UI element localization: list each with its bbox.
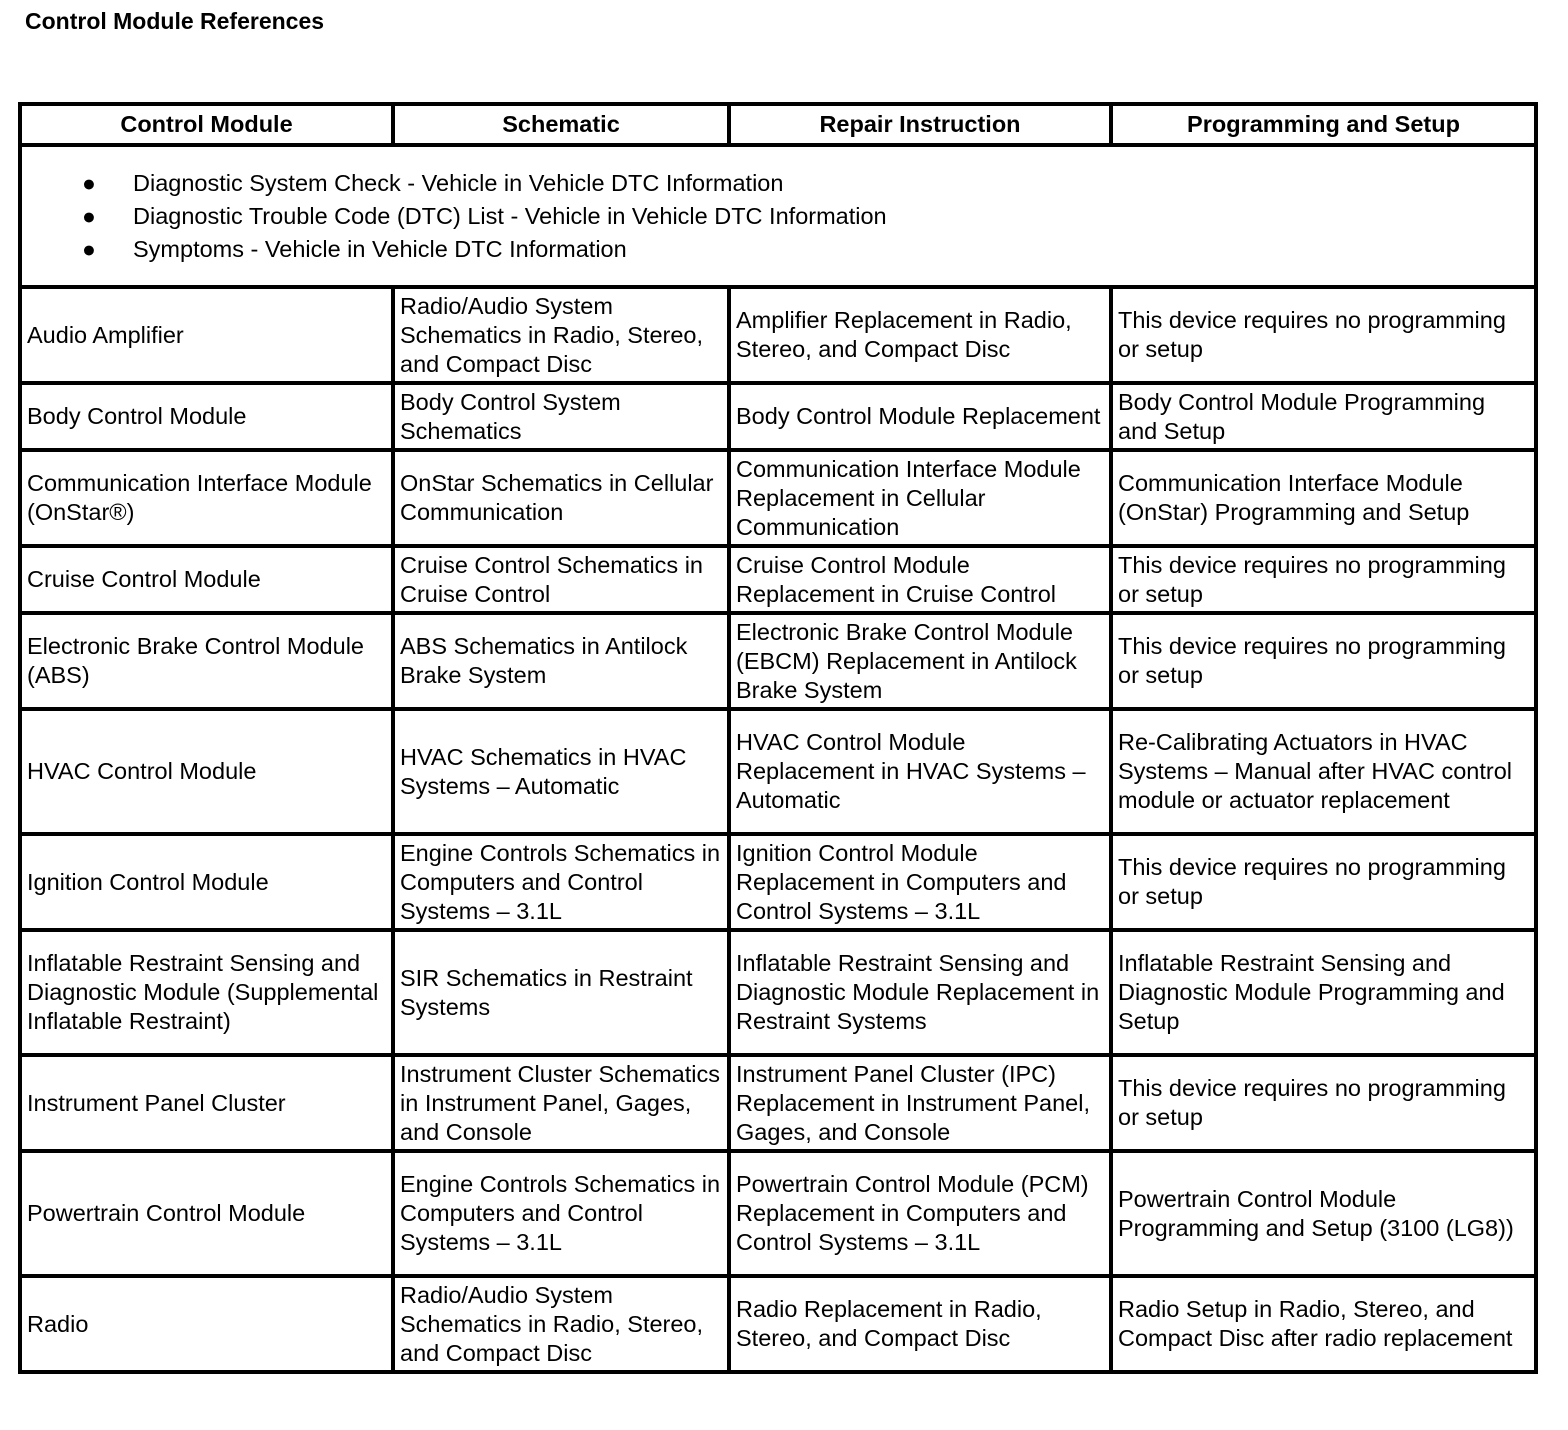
table-row	[20, 383, 1536, 450]
module-cell: Inflatable Restraint Sensing and Diagnostic Module (Supplemental Inflatable Restraint)	[20, 930, 393, 1055]
schematic-cell: Engine Controls Schematics in Computers and Control Systems – 3.1L	[393, 834, 729, 930]
repair-cell: Ignition Control Module Replacement in Computers and Control Systems – 3.1L	[729, 834, 1111, 930]
info-cell	[20, 145, 1536, 287]
column-header-repair-instruction: Repair Instruction	[729, 104, 1111, 145]
info-item-text: Diagnostic Trouble Code (DTC) List - Vehicle in Vehicle DTC Information	[133, 202, 887, 229]
programming-cell: This device requires no programming or setup	[1111, 613, 1536, 709]
info-item-text: Symptoms - Vehicle in Vehicle DTC Information	[133, 235, 627, 262]
schematic-cell: HVAC Schematics in HVAC Systems – Automatic	[393, 709, 729, 834]
repair-cell: Body Control Module Replacement	[729, 383, 1111, 450]
schematic-cell: Instrument Cluster Schematics in Instrument Panel, Gages, and Console	[393, 1055, 729, 1151]
module-cell: Electronic Brake Control Module (ABS)	[20, 613, 393, 709]
list-item	[27, 233, 1529, 266]
page-title: Control Module References	[25, 8, 325, 34]
schematic-cell: SIR Schematics in Restraint Systems	[393, 930, 729, 1055]
list-item	[27, 200, 1529, 233]
table-row	[20, 709, 1536, 834]
module-cell: Powertrain Control Module	[20, 1151, 393, 1276]
module-cell: Ignition Control Module	[20, 834, 393, 930]
repair-cell: Instrument Panel Cluster (IPC) Replacement in Instrument Panel, Gages, and Console	[729, 1055, 1111, 1151]
table-row	[20, 546, 1536, 613]
table-header-row	[20, 104, 1536, 145]
table-row	[20, 613, 1536, 709]
repair-cell: Radio Replacement in Radio, Stereo, and Compact Disc	[729, 1276, 1111, 1372]
column-header-programming-setup: Programming and Setup	[1111, 104, 1536, 145]
programming-cell: This device requires no programming or setup	[1111, 546, 1536, 613]
programming-cell: Inflatable Restraint Sensing and Diagnostic Module Programming and Setup	[1111, 930, 1536, 1055]
repair-cell: Cruise Control Module Replacement in Cruise Control	[729, 546, 1111, 613]
programming-cell: Radio Setup in Radio, Stereo, and Compact Disc after radio replacement	[1111, 1276, 1536, 1372]
programming-cell: This device requires no programming or setup	[1111, 287, 1536, 383]
repair-cell: HVAC Control Module Replacement in HVAC Systems – Automatic	[729, 709, 1111, 834]
table-row	[20, 930, 1536, 1055]
programming-cell: Re-Calibrating Actuators in HVAC Systems – Manual after HVAC control module or actuator replacement	[1111, 709, 1536, 834]
repair-cell: Amplifier Replacement in Radio, Stereo, and Compact Disc	[729, 287, 1111, 383]
programming-cell: Powertrain Control Module Programming and Setup (3100 (LG8))	[1111, 1151, 1536, 1276]
table-row	[20, 1276, 1536, 1372]
repair-cell: Powertrain Control Module (PCM) Replacement in Computers and Control Systems – 3.1L	[729, 1151, 1111, 1276]
bullet-icon: ●	[82, 169, 96, 196]
repair-cell: Inflatable Restraint Sensing and Diagnostic Module Replacement in Restraint Systems	[729, 930, 1111, 1055]
module-cell: HVAC Control Module	[20, 709, 393, 834]
repair-cell: Electronic Brake Control Module (EBCM) Replacement in Antilock Brake System	[729, 613, 1111, 709]
module-cell: Communication Interface Module (OnStar®)	[20, 450, 393, 546]
programming-cell: This device requires no programming or setup	[1111, 834, 1536, 930]
repair-cell: Communication Interface Module Replacement in Cellular Communication	[729, 450, 1111, 546]
list-item	[27, 167, 1529, 200]
table-row	[20, 1055, 1536, 1151]
schematic-cell: Body Control System Schematics	[393, 383, 729, 450]
table-row	[20, 1151, 1536, 1276]
control-module-table	[18, 102, 1538, 1374]
schematic-cell: Radio/Audio System Schematics in Radio, Stereo, and Compact Disc	[393, 287, 729, 383]
info-item-text: Diagnostic System Check - Vehicle in Vehicle DTC Information	[133, 169, 784, 196]
programming-cell: Body Control Module Programming and Setup	[1111, 383, 1536, 450]
schematic-cell: ABS Schematics in Antilock Brake System	[393, 613, 729, 709]
bullet-icon: ●	[82, 202, 96, 229]
schematic-cell: Radio/Audio System Schematics in Radio, Stereo, and Compact Disc	[393, 1276, 729, 1372]
bullet-icon: ●	[82, 235, 96, 262]
programming-cell: Communication Interface Module (OnStar) Programming and Setup	[1111, 450, 1536, 546]
schematic-cell: Engine Controls Schematics in Computers and Control Systems – 3.1L	[393, 1151, 729, 1276]
table-row	[20, 834, 1536, 930]
schematic-cell: OnStar Schematics in Cellular Communication	[393, 450, 729, 546]
programming-cell: This device requires no programming or setup	[1111, 1055, 1536, 1151]
column-header-schematic: Schematic	[393, 104, 729, 145]
info-list	[27, 167, 1529, 266]
column-header-control-module: Control Module	[20, 104, 393, 145]
schematic-cell: Cruise Control Schematics in Cruise Control	[393, 546, 729, 613]
module-cell: Audio Amplifier	[20, 287, 393, 383]
module-cell: Radio	[20, 1276, 393, 1372]
table-row	[20, 450, 1536, 546]
module-cell: Cruise Control Module	[20, 546, 393, 613]
info-row	[20, 145, 1536, 287]
table-row	[20, 287, 1536, 383]
module-cell: Body Control Module	[20, 383, 393, 450]
module-cell: Instrument Panel Cluster	[20, 1055, 393, 1151]
